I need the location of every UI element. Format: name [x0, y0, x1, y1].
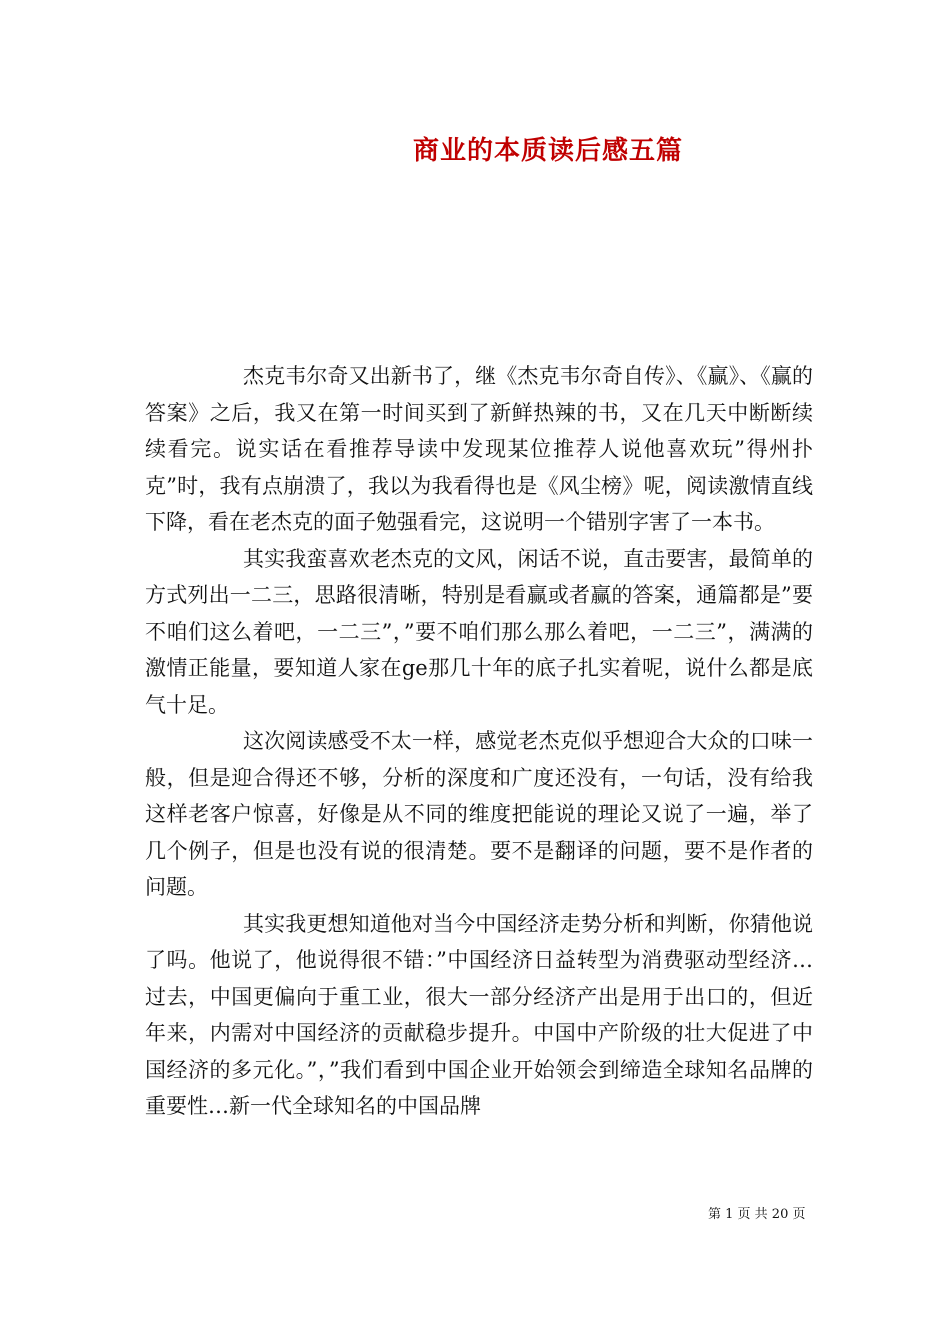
document-body [145, 358, 813, 1125]
paragraph-1: 杰克韦尔奇又出新书了，继《杰克韦尔奇自传》、《赢》、《赢的答案》之后，我又在第一时间买到了新鲜热辣的书，又在几天中断断续续看完。说实话在看推荐导读中发现某位推荐人说他喜欢玩”得州扑克”时，我有点崩溃了，我以为我看得也是《风尘榜》呢，阅读激情直线下降，看在老杰克的面子勉强看完，这说明一个错别字害了一本书。 [145, 364, 813, 534]
paragraph-4: 其实我更想知道他对当今中国经济走势分析和判断，你猜他说了吗。他说了，他说得很不错：”中国经济日益转型为消费驱动型经济…过去，中国更偏向于重工业，很大一部分经济产出是用于出口的，但近年来，内需对中国经济的贡献稳步提升。中国中产阶级的壮大促进了中国经济的多元化。”，”我们看到中国企业开始领会到缔造全球知名品牌的重要性…新一代全球知名的中国品牌 [145, 911, 813, 1118]
document-title: 商业的本质读后感五篇 [412, 136, 683, 166]
paragraph-2: 其实我蛮喜欢老杰克的文风，闲话不说，直击要害，最简单的方式列出一二三，思路很清晰，特别是看赢或者赢的答案，通篇都是”要不咱们这么着吧，一二三”，”要不咱们那么那么着吧，一二三”，满满的激情正能量，要知道人家在ge那几十年的底子扎实着呢，说什么都是底气十足。 [145, 546, 813, 717]
paragraph-3: 这次阅读感受不太一样，感觉老杰克似乎想迎合大众的口味一般，但是迎合得还不够，分析的深度和广度还没有，一句话，没有给我这样老客户惊喜，好像是从不同的维度把能说的理论又说了一遍，举了几个例子，但是也没有说的很清楚。要不是翻译的问题，要不是作者的问题。 [145, 729, 813, 899]
page-number-footer: 第 1 页 共 20 页 [708, 1207, 806, 1222]
